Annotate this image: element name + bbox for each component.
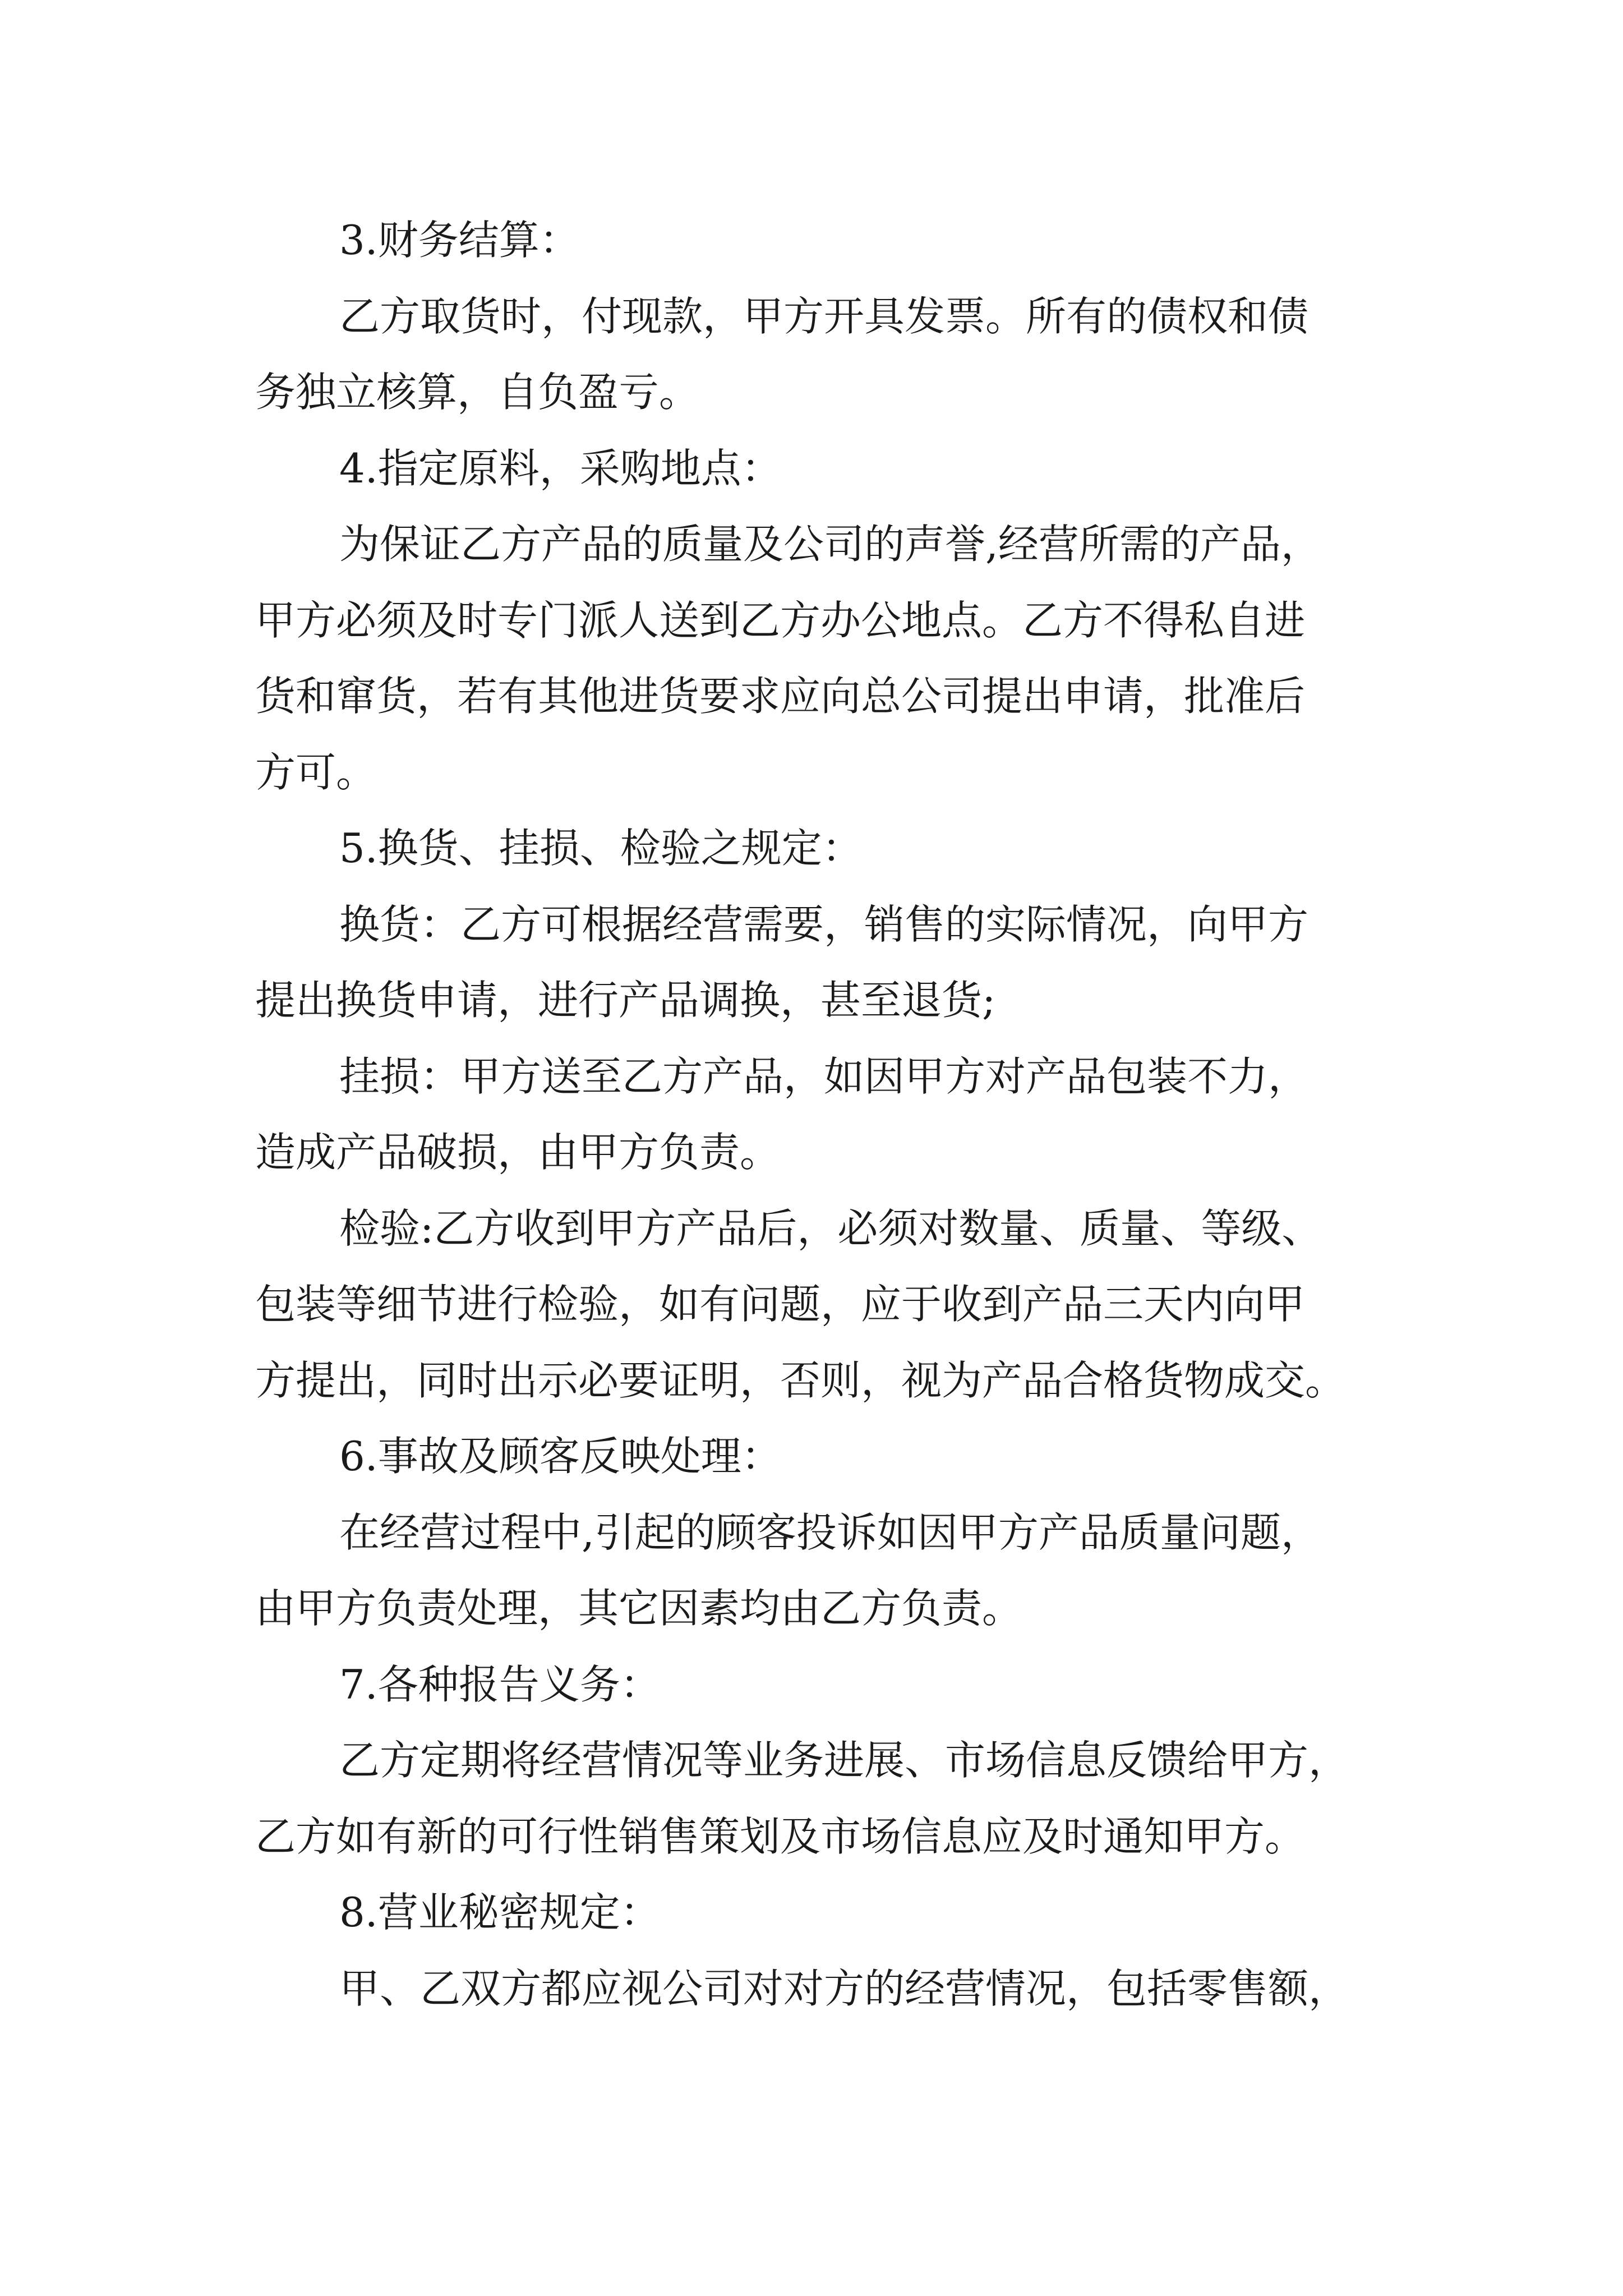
paragraph-line: 方提出，同时出示必要证明，否则，视为产品合格货物成交。: [255, 1357, 1346, 1404]
heading-line: 3.财务结算：: [339, 217, 580, 264]
paragraph-line: 挂损：甲方送至乙方产品，如因甲方对产品包装不力，: [339, 1053, 1309, 1100]
paragraph-line: 务独立核算，自负盈亏。: [255, 369, 700, 416]
heading-line: 7.各种报告义务：: [339, 1661, 661, 1708]
paragraph-line: 造成产品破损，由甲方负责。: [255, 1129, 781, 1176]
paragraph-line: 由甲方负责处理，其它因素均由乙方负责。: [255, 1585, 1023, 1632]
paragraph-line: 甲方必须及时专门派人送到乙方办公地点。乙方不得私自进: [255, 597, 1306, 644]
paragraph-line: 换货：乙方可根据经营需要，销售的实际情况，向甲方: [339, 901, 1309, 948]
paragraph-line: 甲、乙双方都应视公司对对方的经营情况，包括零售额，: [339, 1965, 1349, 2012]
heading-line: 8.营业秘密规定：: [339, 1889, 661, 1936]
paragraph-line: 检验:乙方收到甲方产品后，必须对数量、质量、等级、: [339, 1205, 1322, 1252]
paragraph-line: 包装等细节进行检验，如有问题，应于收到产品三天内向甲: [255, 1281, 1306, 1328]
heading-line: 5.换货、挂损、检验之规定：: [339, 825, 863, 872]
paragraph-line: 乙方定期将经营情况等业务进展、市场信息反馈给甲方，: [339, 1737, 1349, 1784]
paragraph-line: 方可。: [255, 749, 377, 796]
paragraph-line: 乙方如有新的可行性销售策划及市场信息应及时通知甲方。: [255, 1813, 1306, 1860]
paragraph-line: 货和窜货，若有其他进货要求应向总公司提出申请，批准后: [255, 673, 1306, 720]
paragraph-line: 乙方取货时，付现款，甲方开具发票。所有的债权和债: [339, 293, 1309, 340]
paragraph-line: 为保证乙方产品的质量及公司的声誉,经营所需的产品，: [339, 521, 1321, 568]
heading-line: 6.事故及顾客反映处理：: [339, 1433, 782, 1480]
heading-line: 4.指定原料，采购地点：: [339, 445, 782, 492]
paragraph-line: 提出换货申请，进行产品调换，甚至退货;: [255, 977, 996, 1024]
paragraph-line: 在经营过程中,引起的顾客投诉如因甲方产品质量问题，: [339, 1509, 1321, 1556]
